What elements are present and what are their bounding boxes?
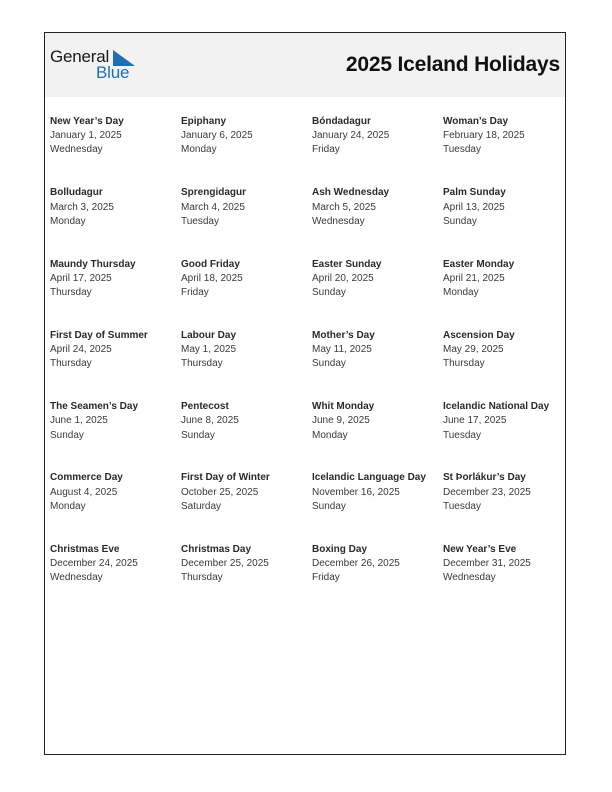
holiday-day: Monday [50, 500, 86, 512]
holiday-name: St Þorlákur’s Day [443, 472, 526, 484]
holiday-name: Maundy Thursday [50, 258, 136, 270]
holiday-name: New Year’s Day [50, 116, 124, 127]
holiday-name: Icelandic National Day [443, 401, 550, 413]
holiday-name: Mother’s Day [312, 329, 375, 341]
holiday-entry [181, 543, 312, 614]
holiday-date: December 23, 2025 [443, 486, 531, 498]
holiday-date: January 6, 2025 [181, 130, 253, 142]
holiday-date: December 24, 2025 [50, 557, 138, 569]
holiday-entry [312, 400, 443, 471]
holiday-name: Commerce Day [50, 472, 123, 484]
holiday-day: Thursday [443, 358, 485, 370]
holiday-entry [50, 186, 181, 257]
holiday-entry [50, 329, 181, 400]
holiday-entry [181, 258, 312, 329]
holiday-day: Tuesday [443, 144, 481, 156]
holiday-day: Monday [50, 215, 86, 227]
holiday-name: Icelandic Language Day [312, 472, 426, 484]
holiday-day: Wednesday [50, 144, 103, 156]
holiday-date: February 18, 2025 [443, 130, 525, 142]
holiday-date: March 3, 2025 [50, 201, 114, 213]
holiday-day: Wednesday [443, 572, 496, 584]
holiday-entry [50, 400, 181, 471]
holiday-entry [312, 329, 443, 400]
holiday-day: Sunday [443, 215, 477, 227]
holiday-day: Wednesday [312, 215, 365, 227]
holiday-date: June 1, 2025 [50, 415, 108, 427]
holiday-name: Easter Sunday [312, 258, 382, 270]
holiday-day: Wednesday [50, 572, 103, 584]
holiday-name: Ascension Day [443, 329, 515, 341]
holiday-name: Labour Day [181, 329, 237, 341]
holiday-day: Sunday [50, 429, 84, 441]
holiday-date: January 1, 2025 [50, 130, 122, 142]
holiday-date: May 11, 2025 [312, 344, 372, 356]
holiday-day: Tuesday [443, 500, 481, 512]
holiday-day: Tuesday [443, 429, 481, 441]
holiday-name: Pentecost [181, 401, 229, 413]
holiday-date: October 25, 2025 [181, 486, 259, 498]
holiday-entry [50, 258, 181, 329]
holiday-date: August 4, 2025 [50, 486, 118, 498]
holiday-date: December 26, 2025 [312, 557, 400, 569]
header-band [45, 33, 565, 97]
holiday-entry [181, 329, 312, 400]
holiday-day: Tuesday [181, 215, 219, 227]
holiday-name: Sprengidagur [181, 187, 247, 199]
holiday-day: Thursday [181, 572, 223, 584]
holiday-day: Friday [312, 144, 340, 156]
holiday-date: April 18, 2025 [181, 272, 243, 284]
holiday-day: Sunday [312, 287, 346, 298]
holiday-name: Christmas Eve [50, 543, 120, 555]
logo-word-blue: Blue [96, 63, 130, 82]
holiday-entry [50, 115, 181, 186]
holiday-day: Sunday [181, 429, 215, 441]
holiday-date: December 25, 2025 [181, 557, 269, 569]
holiday-day: Saturday [181, 500, 222, 512]
holiday-grid [50, 115, 562, 614]
holiday-entry [443, 329, 562, 400]
holiday-entry [50, 471, 181, 542]
holiday-entry [312, 543, 443, 614]
holiday-name: Bóndadagur [312, 116, 371, 127]
holiday-entry [443, 471, 562, 542]
holiday-entry [50, 543, 181, 614]
holiday-date: January 24, 2025 [312, 130, 390, 142]
holiday-date: December 31, 2025 [443, 557, 531, 569]
holiday-entry [443, 115, 562, 186]
holiday-day: Friday [181, 287, 209, 298]
holiday-entry [181, 186, 312, 257]
holiday-date: June 17, 2025 [443, 415, 507, 427]
holiday-entry [443, 543, 562, 614]
holiday-day: Thursday [50, 358, 92, 370]
holiday-entry [181, 471, 312, 542]
holiday-name: First Day of Summer [50, 329, 148, 341]
holiday-entry [312, 115, 443, 186]
holiday-date: March 4, 2025 [181, 201, 245, 213]
holiday-entry [443, 186, 562, 257]
holiday-date: April 20, 2025 [312, 272, 374, 284]
holiday-date: April 24, 2025 [50, 344, 112, 356]
holiday-entry [181, 115, 312, 186]
holiday-name: Christmas Day [181, 543, 252, 555]
holiday-day: Thursday [50, 287, 92, 298]
holiday-name: Bolludagur [50, 187, 103, 199]
holiday-date: April 17, 2025 [50, 272, 112, 284]
page-frame [44, 32, 566, 755]
holiday-name: Palm Sunday [443, 187, 506, 199]
holiday-entry [312, 471, 443, 542]
holiday-date: November 16, 2025 [312, 486, 400, 498]
holiday-date: June 8, 2025 [181, 415, 239, 427]
holiday-date: May 29, 2025 [443, 344, 504, 356]
holiday-name: Epiphany [181, 116, 227, 127]
holiday-date: June 9, 2025 [312, 415, 370, 427]
holiday-day: Monday [181, 144, 217, 156]
holiday-name: Woman’s Day [443, 116, 509, 127]
holiday-name: New Year’s Eve [443, 543, 517, 555]
holiday-entry [312, 186, 443, 257]
holiday-day: Friday [312, 572, 340, 584]
holiday-name: Boxing Day [312, 543, 368, 555]
holiday-day: Thursday [181, 358, 223, 370]
holiday-date: May 1, 2025 [181, 344, 237, 356]
holiday-name: Ash Wednesday [312, 187, 390, 199]
holiday-name: First Day of Winter [181, 472, 270, 484]
holiday-day: Monday [312, 429, 348, 441]
holiday-day: Sunday [312, 500, 346, 512]
holiday-entry [181, 400, 312, 471]
page-title: 2025 Iceland Holidays [345, 53, 560, 76]
holiday-entry [443, 258, 562, 329]
holiday-date: March 5, 2025 [312, 201, 376, 213]
holiday-name: Whit Monday [312, 401, 375, 413]
holiday-day: Sunday [312, 358, 346, 370]
holiday-date: April 21, 2025 [443, 272, 505, 284]
holiday-name: The Seamen’s Day [50, 401, 139, 413]
holiday-date: April 13, 2025 [443, 201, 505, 213]
holiday-day: Monday [443, 287, 479, 298]
holiday-name: Good Friday [181, 258, 240, 270]
logo-word-general: General [50, 47, 110, 66]
holiday-entry [443, 400, 562, 471]
holiday-entry [312, 258, 443, 329]
generalblue-logo [50, 47, 140, 83]
holiday-name: Easter Monday [443, 258, 515, 270]
